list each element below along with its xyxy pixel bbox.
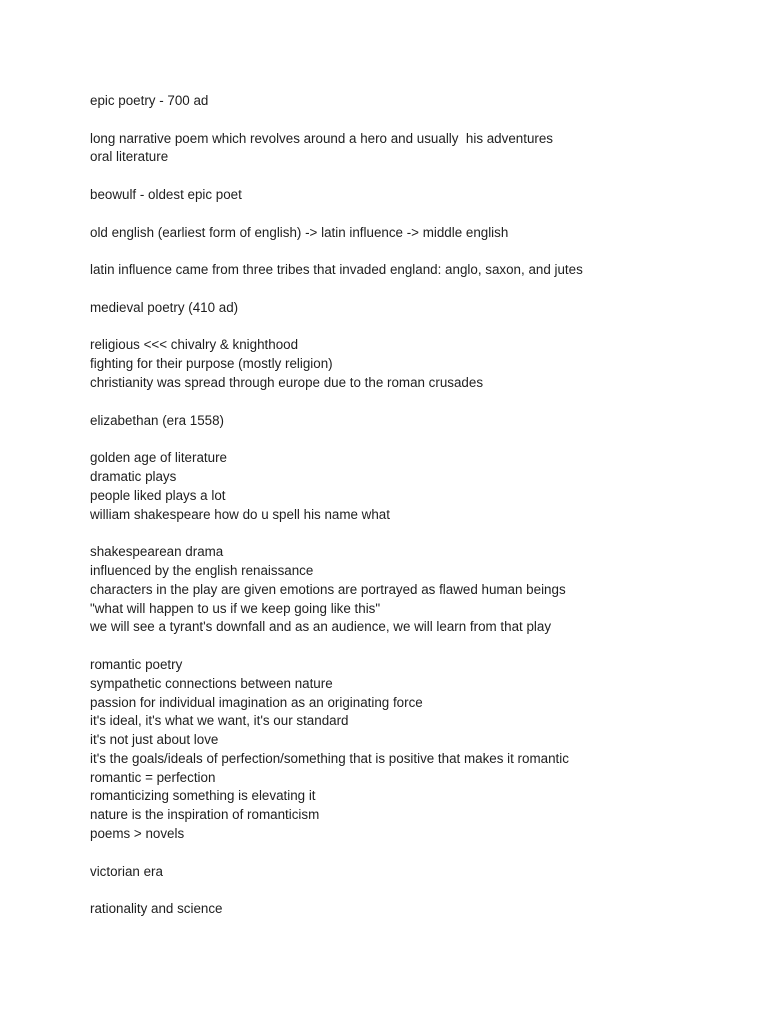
blank-line	[90, 318, 750, 337]
section-elizabethan-notes	[90, 449, 750, 524]
blank-line	[90, 280, 750, 299]
text-line: it's ideal, it's what we want, it's our standard	[90, 713, 349, 729]
blank-line	[90, 167, 750, 186]
text-line: epic poetry - 700 ad	[90, 93, 209, 108]
text-line: oral literature	[90, 149, 169, 165]
text-line: sympathetic connections between nature	[90, 675, 333, 691]
blank-line	[90, 393, 750, 412]
text-line: elizabethan (era 1558)	[90, 412, 224, 428]
blank-line	[90, 430, 750, 449]
text-line: people liked plays a lot	[90, 487, 226, 503]
text-line: passion for individual imagination as an originating force	[90, 694, 423, 710]
text-line: christianity was spread through europe due to the roman crusades	[90, 374, 484, 390]
text-line: dramatic plays	[90, 468, 177, 484]
text-line: we will see a tyrant's downfall and as an audience, we will learn from that play	[90, 619, 552, 635]
section-elizabethan-heading	[90, 412, 750, 431]
section-epic-heading	[90, 92, 750, 111]
blank-line	[90, 242, 750, 261]
text-line: poems > novels	[90, 826, 185, 842]
section-victorian-heading	[90, 863, 750, 882]
section-medieval-notes	[90, 336, 750, 392]
section-shakespearean-drama	[90, 543, 750, 637]
section-epic-definition	[90, 130, 750, 168]
text-line: characters in the play are given emotions are portrayed as flawed human beings	[90, 581, 566, 597]
blank-line	[90, 637, 750, 656]
section-english-evolution	[90, 224, 750, 243]
text-line: romantic poetry	[90, 656, 183, 672]
section-medieval-heading	[90, 299, 750, 318]
blank-line	[90, 524, 750, 543]
text-line: fighting for their purpose (mostly religion)	[90, 356, 333, 372]
blank-line	[90, 844, 750, 863]
text-line: rationality and science	[90, 901, 223, 917]
text-line: religious <<< chivalry & knighthood	[90, 337, 299, 353]
text-line: nature is the inspiration of romanticism	[90, 807, 320, 823]
section-victorian-notes	[90, 900, 750, 919]
text-line: romantic = perfection	[90, 769, 216, 785]
text-line: latin influence came from three tribes that invaded england: anglo, saxon, and jutes	[90, 262, 583, 278]
text-line: golden age of literature	[90, 450, 227, 466]
notes-body	[90, 92, 750, 919]
text-line: shakespearean drama	[90, 544, 224, 560]
text-line: it's not just about love	[90, 732, 219, 748]
text-line: medieval poetry (410 ad)	[90, 299, 239, 315]
text-line: "what will happen to us if we keep going like this"	[90, 600, 381, 616]
blank-line	[90, 881, 750, 900]
section-beowulf	[90, 186, 750, 205]
text-line: beowulf - oldest epic poet	[90, 186, 242, 202]
blank-line	[90, 111, 750, 130]
text-line: romanticizing something is elevating it	[90, 788, 316, 804]
section-romantic-poetry	[90, 656, 750, 844]
text-line: old english (earliest form of english) -> latin influence -> middle english	[90, 224, 509, 240]
blank-line	[90, 205, 750, 224]
text-line: it's the goals/ideals of perfection/something that is positive that makes it romantic	[90, 750, 569, 766]
text-line: william shakespeare how do u spell his name what	[90, 506, 390, 522]
text-line: long narrative poem which revolves around a hero and usually his adventures	[90, 130, 553, 146]
text-line: influenced by the english renaissance	[90, 562, 314, 578]
text-line: victorian era	[90, 863, 163, 879]
section-latin-influence	[90, 261, 750, 280]
